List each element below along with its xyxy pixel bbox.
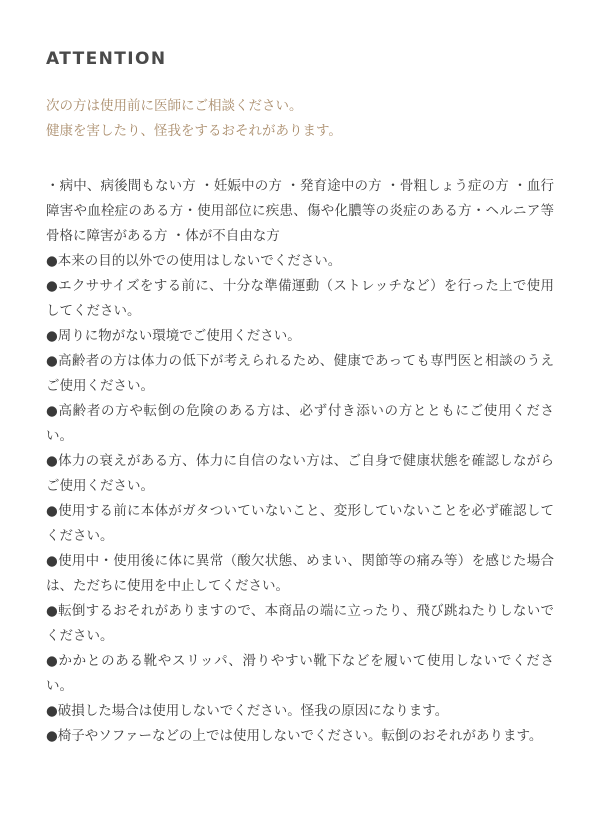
item-text: 高齢者の方や転倒の危険のある方は、必ず付き添いの方とともにご使用ください。 [46,403,555,444]
bullet-icon: ● [46,703,58,719]
page-title: ATTENTION [46,49,167,69]
bullet-icon: ● [46,278,59,294]
item-text: 周りに物がない環境でご使用ください。 [57,328,301,344]
bullet-icon: ● [46,328,58,344]
item-text: 本来の目的以外での使用はしないでください。 [57,253,342,269]
list-item [46,274,554,324]
bullet-icon: ● [46,553,59,569]
bullet-icon: ● [46,353,59,369]
bullet-icon: ● [46,653,59,669]
item-text: 転倒するおそれがありますので、本商品の端に立ったり、飛び跳ねたりしないでください。 [46,603,555,644]
list-item [46,649,554,699]
conditions-list: ・病中、病後間もない方 ・妊娠中の方 ・発育途中の方 ・骨粗しょう症の方 ・血行障害や血栓症のある方・使用部位に疾患、傷や化膿等の炎症のある方・ヘルニア等骨格に障害がある方 ・体が不自由な方 [46,178,554,244]
item-text: 使用する前に本体がガタついていないこと、変形していないことを必ず確認してください。 [46,503,555,544]
caution-items [46,249,554,749]
list-item [46,349,554,399]
bullet-icon: ● [46,253,58,269]
list-item [46,324,554,349]
list-item [46,599,554,649]
item-text: 使用中・使用後に体に異常（酸欠状態、めまい、関節等の痛み等）を感じた場合は、ただちに使用を中止してください。 [46,553,555,594]
list-item [46,399,554,449]
item-text: 高齢者の方は体力の低下が考えられるため、健康であっても専門医と相談のうえご使用ください。 [46,353,555,394]
item-text: かかとのある靴やスリッパ、滑りやすい靴下などを履いて使用しないでください。 [46,653,555,694]
bullet-icon: ● [46,503,59,519]
list-item [46,549,554,599]
list-item [46,249,554,274]
bullet-icon: ● [46,403,59,419]
list-item [46,724,554,749]
list-item [46,699,554,724]
doctor-consult-notice [46,94,554,144]
bullet-icon: ● [46,453,59,469]
list-item [46,449,554,499]
list-item [46,499,554,549]
notice-line: 次の方は使用前に医師にご相談ください。 [46,98,303,114]
bullet-icon: ● [46,728,58,744]
item-text: 体力の衰えがある方、体力に自信のない方は、ご自身で健康状態を確認しながらご使用ください。 [46,453,555,494]
item-text: 破損した場合は使用しないでください。怪我の原因になります。 [57,703,449,719]
notice-line: 健康を害したり、怪我をするおそれがあります。 [46,123,342,139]
bullet-icon: ● [46,603,59,619]
item-text: エクササイズをする前に、十分な準備運動（ストレッチなど）を行った上で使用してください。 [46,278,554,319]
item-text: 椅子やソファーなどの上では使用しないでください。転倒のおそれがあります。 [57,728,543,744]
